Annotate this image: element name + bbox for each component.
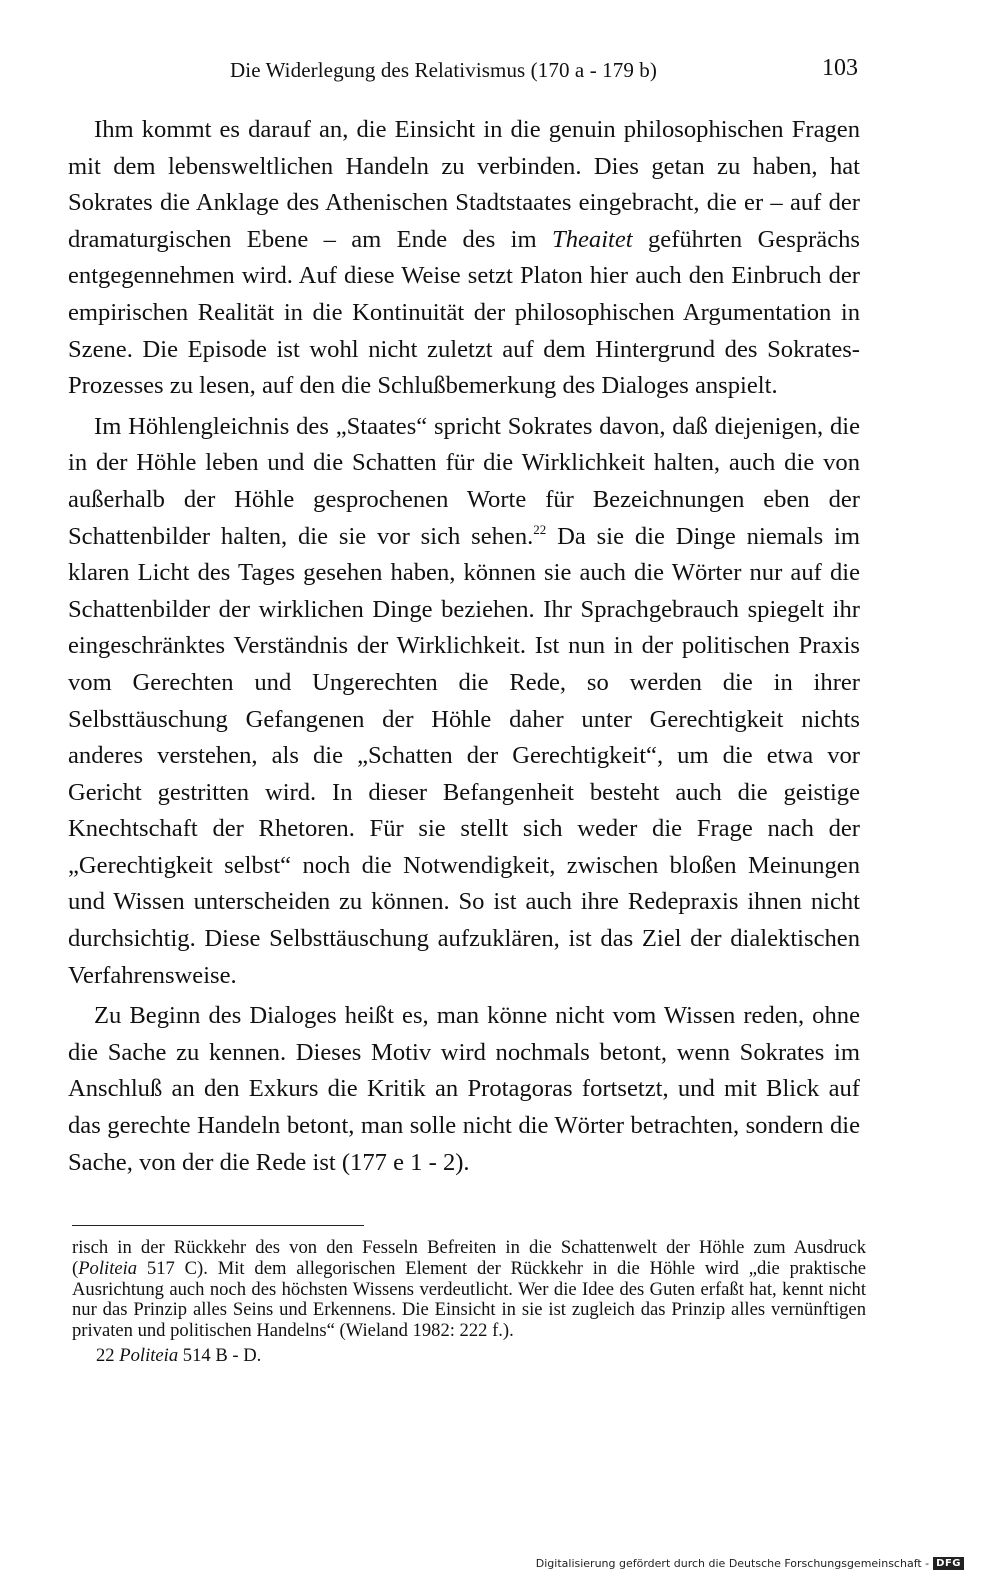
footnotes — [72, 1238, 866, 1367]
dfg-logo: DFG — [933, 1557, 964, 1570]
footnote-22-ref: 514 B - D. — [178, 1344, 262, 1366]
digitization-credit — [536, 1557, 964, 1570]
footnote-continued-text-a: risch in der Rückkehr des von den Fesseln Befreiten in die Schattenwelt der Höhle zum Ausdruck ( — [72, 1237, 866, 1279]
credit-text: Digitalisierung gefördert durch die Deutsche Forschungsgemeinschaft - — [535, 1557, 930, 1570]
footnote-continued — [72, 1238, 866, 1342]
paragraph-2-text-a: Im Höhlengleichnis des „Staates“ spricht Sokrates davon, daß diejenigen, die in der Höhle leben und die Schatten für die Wirklichkeit halten, auch die von außerhalb der Höhle gesprochenen Worte für Bezeichnungen eben der Schattenbilder halten, die sie vor sich sehen. — [68, 412, 860, 550]
footnote-22 — [72, 1346, 866, 1367]
running-title: Die Widerlegung des Relativismus (170 a - 179 b) — [230, 58, 657, 82]
footnote-divider — [72, 1225, 364, 1226]
main-text — [68, 112, 860, 1181]
paragraph-1 — [68, 112, 860, 405]
paragraph-3: Zu Beginn des Dialoges heißt es, man könne nicht vom Wissen reden, ohne die Sache zu kennen. Dieses Motiv wird nochmals betont, wenn Sokrates im Anschluß an den Exkurs die Kritik an Protagoras fortsetzt, und mit Blick auf das gerechte Handeln betont, man solle nicht die Wörter betrachten, sondern die Sache, von der die Rede ist (177 e 1 - 2). — [68, 1002, 860, 1176]
footnote-continued-text-b: 517 C). Mit dem allegorischen Element der Rückkehr in die Höhle wird „die praktische Ausrichtung auch noch des höchsten Wissens verdeutlicht. Wer die Idee des Guten erfaßt hat, kennt nicht nur das Prinzip alles Seins und Erkennens. Die Einsicht in sie ist zugleich das Prinzip alles vernünftigen privaten und politischen Handelns“ (Wieland 1982: 222 f.). — [72, 1257, 866, 1342]
footnote-22-number: 22 — [96, 1344, 115, 1366]
work-title-theaitet: Theaitet — [552, 225, 633, 253]
footnote-work-politeia: Politeia — [78, 1257, 138, 1279]
paragraph-2 — [68, 409, 860, 995]
paragraph-2-text-b: Da sie die Dinge niemals im klaren Licht des Tages gesehen haben, können sie auch die Wörter nur auf die Schattenbilder der wirklichen Dinge beziehen. Ihr Sprachgebrauch spiegelt ihr eingeschränktes Verständnis der Wirklichkeit. Ist nun in der politischen Praxis vom Gerechten und Ungerechten die Rede, so werden die in ihrer Selbsttäuschung Gefangenen der Höhle daher unter Gerechtigkeit nichts anderes verstehen, als die „Schatten der Gerechtigkeit“, um die etwa vor Gericht gestritten wird. In dieser Befangenheit besteht auch die geistige Knechtschaft der Rhetoren. Für sie stellt sich weder die Frage nach der „Gerechtigkeit selbst“ noch die Notwendigkeit, zwischen bloßen Meinungen und Wissen unterscheiden zu können. So ist auch ihre Redepraxis ihnen nicht durchsichtig. Diese Selbsttäuschung aufzuklären, ist das Ziel der dialektischen Verfahrensweise. — [68, 522, 860, 989]
footnote-ref-22: 22 — [533, 521, 547, 537]
footnote-22-work: Politeia — [119, 1344, 179, 1366]
paragraph-1-text-a: Ihm kommt es darauf an, die Einsicht in die genuin philosophischen Fragen mit dem lebensweltlichen Handeln zu verbinden. Dies getan zu haben, hat Sokrates die Anklage des Athenischen Stadtstaates eingebracht, die er – auf der dramaturgischen Ebene – am Ende des im — [68, 116, 860, 253]
page-number: 103 — [822, 55, 858, 81]
paragraph-1-text-b: geführten Gesprächs entgegennehmen wird. Auf diese Weise setzt Platon hier auch den Einbruch der empirischen Realität in die Kontinuität der philosophischen Argumentation in Szene. Die Episode ist wohl nicht zuletzt auf dem Hintergrund des Sokrates-Prozesses zu lesen, auf den die Schlußbemerkung des Dialoges anspielt. — [68, 225, 861, 400]
